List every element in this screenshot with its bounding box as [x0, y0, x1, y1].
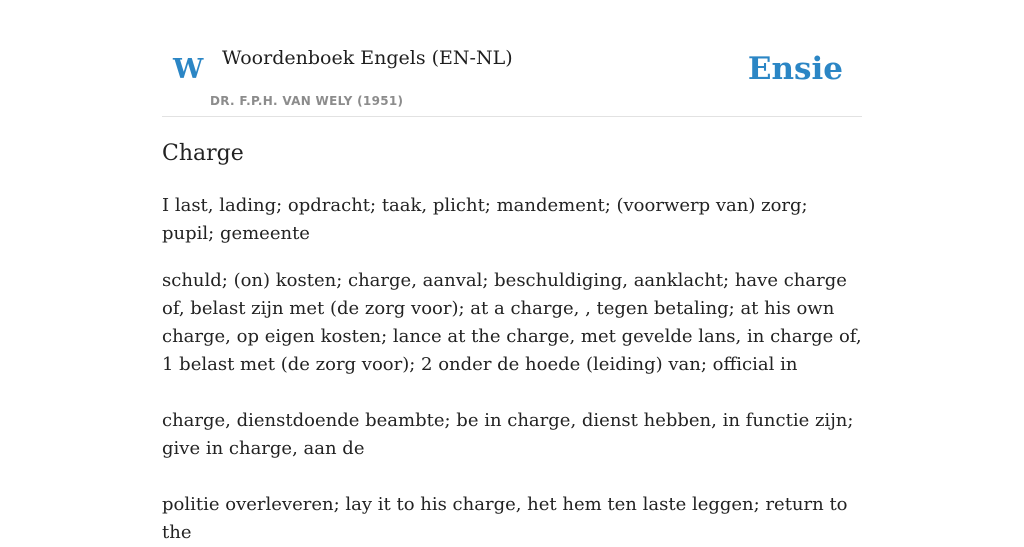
dictionary-logo-icon[interactable]: W: [173, 54, 204, 85]
entry-headword: Charge: [162, 141, 244, 166]
entry-content: [162, 138, 862, 547]
dictionary-title-link[interactable]: Woordenboek Engels (EN-NL): [222, 47, 513, 69]
dictionary-author: DR. F.P.H. VAN WELY (1951): [210, 94, 404, 108]
dictionary-header: [162, 0, 862, 117]
definition-paragraph: I last, lading; opdracht; taak, plicht; mandement; (voorwerp van) zorg; pupil; gemeente: [162, 195, 808, 244]
ensie-brand-logo[interactable]: Ensie: [747, 51, 843, 87]
definition-paragraph: charge, dienstdoende beambte; be in charge, dienst hebben, in functie zijn; give in charge, aan de: [162, 410, 854, 459]
definition-paragraph: schuld; (on) kosten; charge, aanval; beschuldiging, aanklacht; have charge of, belast zijn met (de zorg voor); at a charge, , tegen betaling; at his own charge, op eigen kosten; lance at the charge, met gevelde lans, in charge of, 1 belast met (de zorg voor); 2 onder de hoede (leiding) van; official in: [162, 270, 862, 375]
definition-paragraph: politie overleveren; lay it to his charge, het hem ten laste leggen; return to the: [162, 494, 848, 543]
